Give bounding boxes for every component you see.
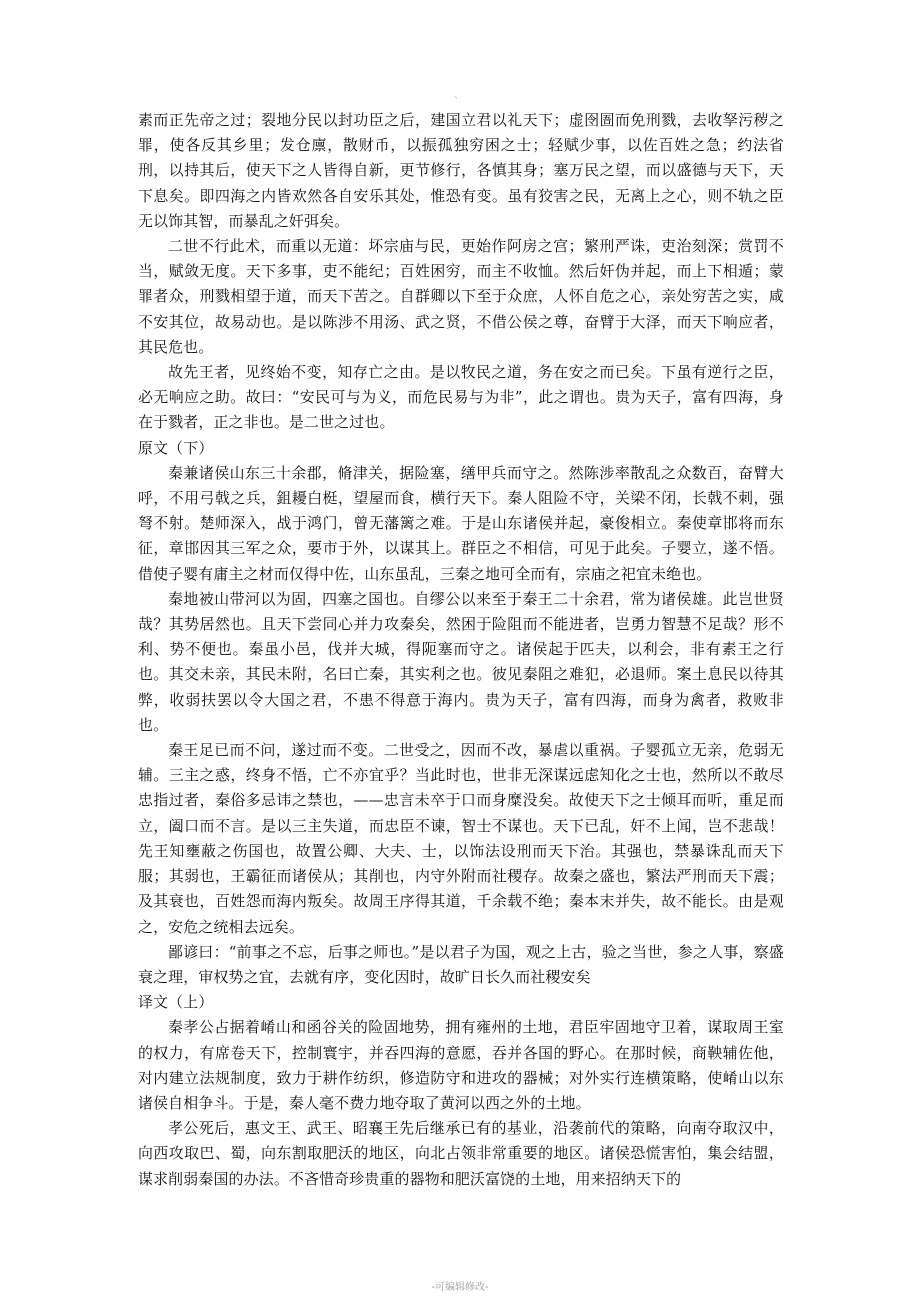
paragraph: 故先王者，见终始不变，知存亡之由。是以牧民之道，务在安之而已矣。下虽有逆行之臣，必无响应之助。故曰：“安民可与为义，而危民易与为非”，此之谓也。贵为天子，富有四海，身在于戮者，正之非也。是二世之过也。: [138, 363, 784, 432]
paragraph: 秦王足已而不问，遂过而不变。二世受之，因而不改，暴虐以重祸。子婴孤立无亲，危弱无辅。三主之惑，终身不悟，亡不亦宜乎？当此时也，世非无深谋远虑知化之士也，然所以不敢尽忠指过者，秦俗多忌讳之禁也，——忠言未卒于口而身糜没矣。故使天下之士倾耳而听，重足而立，阖口而不言。是以三主失道，而忠臣不谏，智士不谋也。天下已乱，奸不上闻，岂不悲哉！先王知壅蔽之伤国也，故置公卿、大夫、士，以饰法设刑而天下治。其强也，禁暴诛乱而天下服；其弱也，王霸征而诸侯从；其削也，内守外附而社稷存。故秦之盛也，繁法严刑而天下震；及其衰也，百姓怨而海内叛矣。故周王序得其道，千余载不绝；秦本末并失，故不能长。由是观之，安危之统相去远矣。: [138, 741, 784, 936]
paragraph: 素而正先帝之过；裂地分民以封功臣之后，建国立君以礼天下；虚囹圄而免刑戮，去收孥污秽之罪，使各反其乡里；发仓廪，散财币，以振孤独穷困之士；轻赋少事，以佐百姓之急；约法省刑，以持其后，使天下之人皆得自新，更节修行，各慎其身；塞万民之望，而以盛德与天下，天下息矣。即四海之内皆欢然各自安乐其处，惟恐有变。虽有狡害之民，无离上之心，则不轨之臣无以饰其智，而暴乱之奸弭矣。: [138, 111, 784, 230]
paragraph: 秦兼诸侯山东三十余郡，脩津关，据险塞，缮甲兵而守之。然陈涉率散乱之众数百，奋臂大呼，不用弓戟之兵，鉏耰白梃，望屋而食，横行天下。秦人阻险不守，关梁不闭，长戟不刺，强弩不射。楚师深入，战于鸿门，曾无藩篱之难。于是山东诸侯并起，豪俊相立。秦使章邯将而东征，章邯因其三军之众，要市于外，以谋其上。群臣之不相信，可见于此矣。子婴立，遂不悟。借使子婴有庸主之材而仅得中佐，山东虽乱，三秦之地可全而有，宗庙之祀宜未绝也。: [138, 463, 784, 583]
section-heading: 原文（下）: [138, 438, 214, 457]
header-mark: 、: [454, 90, 464, 101]
paragraph: 秦地被山带河以为固，四塞之国也。自缪公以来至于秦王二十余君，常为诸侯雄。此岂世贤哉？其势居然也。且天下尝同心并力攻秦矣，然困于险阻而不能进者，岂勇力智慧不足哉？形不利、势不便也。秦虽小邑，伐并大城，得阨塞而守之。诸侯起于匹夫，以利会，非有素王之行也。其交未亲，其民未附，名曰亡秦，其实利之也。彼见秦阻之难犯，必退师。案土息民以待其弊，收弱扶罢以令大国之君，不患不得意于海内。贵为天子，富有四海，而身为禽者，救败非也。: [138, 589, 784, 734]
paragraph: 秦孝公占据着崤山和函谷关的险固地势，拥有雍州的土地，君臣牢固地守卫着，谋取周王室的权力，有席卷天下，控制寰宇，并吞四海的意愿，吞并各国的野心。在那时候，商鞅辅佐他，对内建立法规制度，致力于耕作纺织，修造防守和进攻的器械；对外实行连横策略，使崤山以东诸侯自相争斗。于是，秦人毫不费力地夺取了黄河以西之外的土地。: [138, 1018, 784, 1112]
paragraph: 二世不行此术，而重以无道：坏宗庙与民，更始作阿房之宫；繁刑严诛，吏治刻深；赏罚不当，赋敛无度。天下多事，吏不能纪；百姓困穷，而主不收恤。然后奸伪并起，而上下相遁；蒙罪者众，刑戮相望于道，而天下苦之。自群卿以下至于众庶，人怀自危之心，亲处穷苦之实，咸不安其位，故易动也。是以陈涉不用汤、武之贤，不借公侯之尊，奋臂于大泽，而天下响应者，其民危也。: [138, 237, 784, 356]
paragraph: 孝公死后，惠文王、武王、昭襄王先后继承已有的基业，沿袭前代的策略，向南夺取汉中，向西攻取巴、蜀，向东割取肥沃的地区，向北占领非常重要的地区。诸侯恐慌害怕，集会结盟，谋求削弱秦国的办法。不吝惜奇珍贵重的器物和肥沃富饶的土地，用来招纳天下的: [138, 1119, 784, 1188]
paragraph: 鄙谚曰：“前事之不忘，后事之师也。”是以君子为国，观之上古，验之当世，参之人事，察盛衰之理，审权势之宜，去就有序，变化因时，故旷日长久而社稷安矣: [138, 942, 784, 986]
section-heading: 译文（上）: [138, 993, 214, 1012]
page-footer: -可编辑修改-: [431, 1282, 489, 1293]
document-body: [138, 108, 784, 1192]
